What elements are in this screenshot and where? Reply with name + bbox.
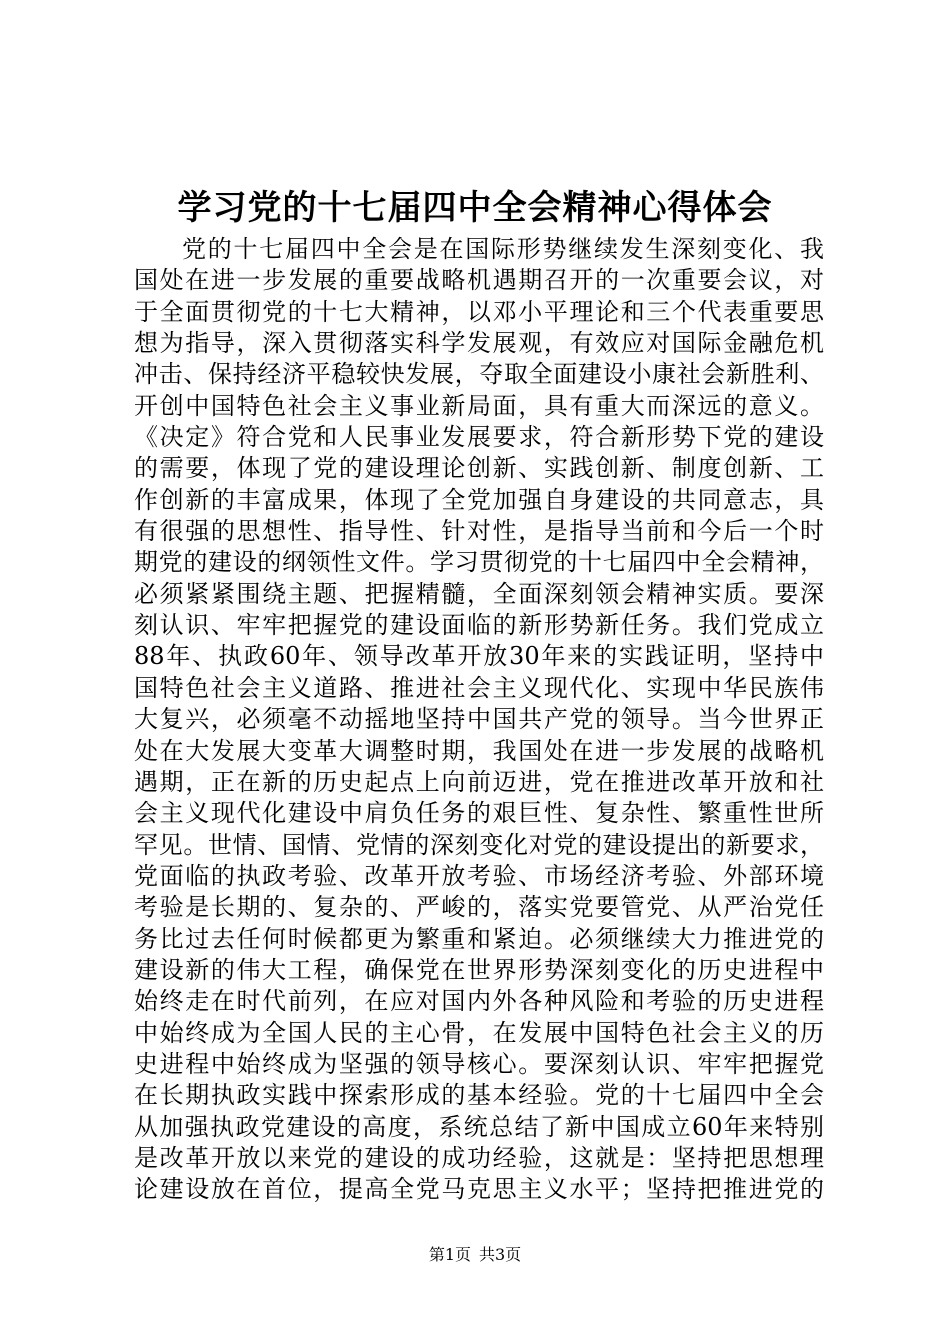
page-number-total: 共3页: [479, 1245, 522, 1264]
body-line: 罕见。世情、国情、党情的深刻变化对党的建设提出的新要求，: [134, 830, 824, 859]
body-line: 《决定》符合党和人民事业发展要求，符合新形势下党的建设: [134, 423, 824, 452]
body-line: 务比过去任何时候都更为繁重和紧迫。必须继续大力推进党的: [134, 924, 824, 953]
body-line: 国特色社会主义道路、推进社会主义现代化、实现中华民族伟: [134, 673, 824, 702]
body-line: 遇期，正在新的历史起点上向前迈进，党在推进改革开放和社: [134, 767, 824, 796]
body-line: 大复兴，必须毫不动摇地坚持中国共产党的领导。当今世界正: [134, 705, 824, 734]
body-line: 处在大发展大变革大调整时期，我国处在进一步发展的战略机: [134, 736, 824, 765]
body-line: 建设新的伟大工程，确保党在世界形势深刻变化的历史进程中: [134, 955, 824, 984]
body-line: 会主义现代化建设中肩负任务的艰巨性、复杂性、繁重性世所: [134, 799, 824, 828]
body-line: 于全面贯彻党的十七大精神，以邓小平理论和三个代表重要思: [134, 297, 824, 326]
body-line: 从加强执政党建设的高度，系统总结了新中国成立60年来特别: [134, 1112, 824, 1141]
body-line: 是改革开放以来党的建设的成功经验，这就是：坚持把思想理: [134, 1143, 824, 1172]
body-line: 88年、执政60年、领导改革开放30年来的实践证明，坚持中: [134, 642, 824, 671]
body-line: 冲击、保持经济平稳较快发展，夺取全面建设小康社会新胜利、: [134, 360, 824, 389]
document-body: [134, 234, 824, 1206]
body-line: 想为指导，深入贯彻落实科学发展观，有效应对国际金融危机: [134, 329, 824, 358]
body-line: 中始终成为全国人民的主心骨，在发展中国特色社会主义的历: [134, 1018, 824, 1047]
body-line: 党的十七届四中全会是在国际形势继续发生深刻变化、我: [182, 235, 824, 263]
body-line: 刻认识、牢牢把握党的建设面临的新形势新任务。我们党成立: [134, 611, 824, 640]
body-line: 期党的建设的纲领性文件。学习贯彻党的十七届四中全会精神，: [134, 548, 824, 577]
body-line: 论建设放在首位，提高全党马克思主义水平；坚持把推进党的: [134, 1175, 824, 1204]
page-number-current: 第1页: [428, 1245, 471, 1264]
document-title: 学习党的十七届四中全会精神心得体会: [177, 188, 773, 228]
body-line: 的需要，体现了党的建设理论创新、实践创新、制度创新、工: [134, 454, 824, 483]
body-line: 在长期执政实践中探索形成的基本经验。党的十七届四中全会: [134, 1081, 824, 1110]
body-line: 作创新的丰富成果，体现了全党加强自身建设的共同意志，具: [134, 485, 824, 514]
body-line: 开创中国特色社会主义事业新局面，具有重大而深远的意义。: [134, 391, 824, 420]
body-line: 史进程中始终成为坚强的领导核心。要深刻认识、牢牢把握党: [134, 1049, 824, 1078]
body-line: 考验是长期的、复杂的、严峻的，落实党要管党、从严治党任: [134, 893, 824, 922]
body-line: 党面临的执政考验、改革开放考验、市场经济考验、外部环境: [134, 861, 824, 890]
body-line: 始终走在时代前列，在应对国内外各种风险和考验的历史进程: [134, 987, 824, 1016]
body-line: 国处在进一步发展的重要战略机遇期召开的一次重要会议，对: [134, 266, 824, 295]
page-footer: [0, 1244, 950, 1266]
body-line: 有很强的思想性、指导性、针对性，是指导当前和今后一个时: [134, 517, 824, 546]
body-line: 必须紧紧围绕主题、把握精髓，全面深刻领会精神实质。要深: [134, 579, 824, 608]
